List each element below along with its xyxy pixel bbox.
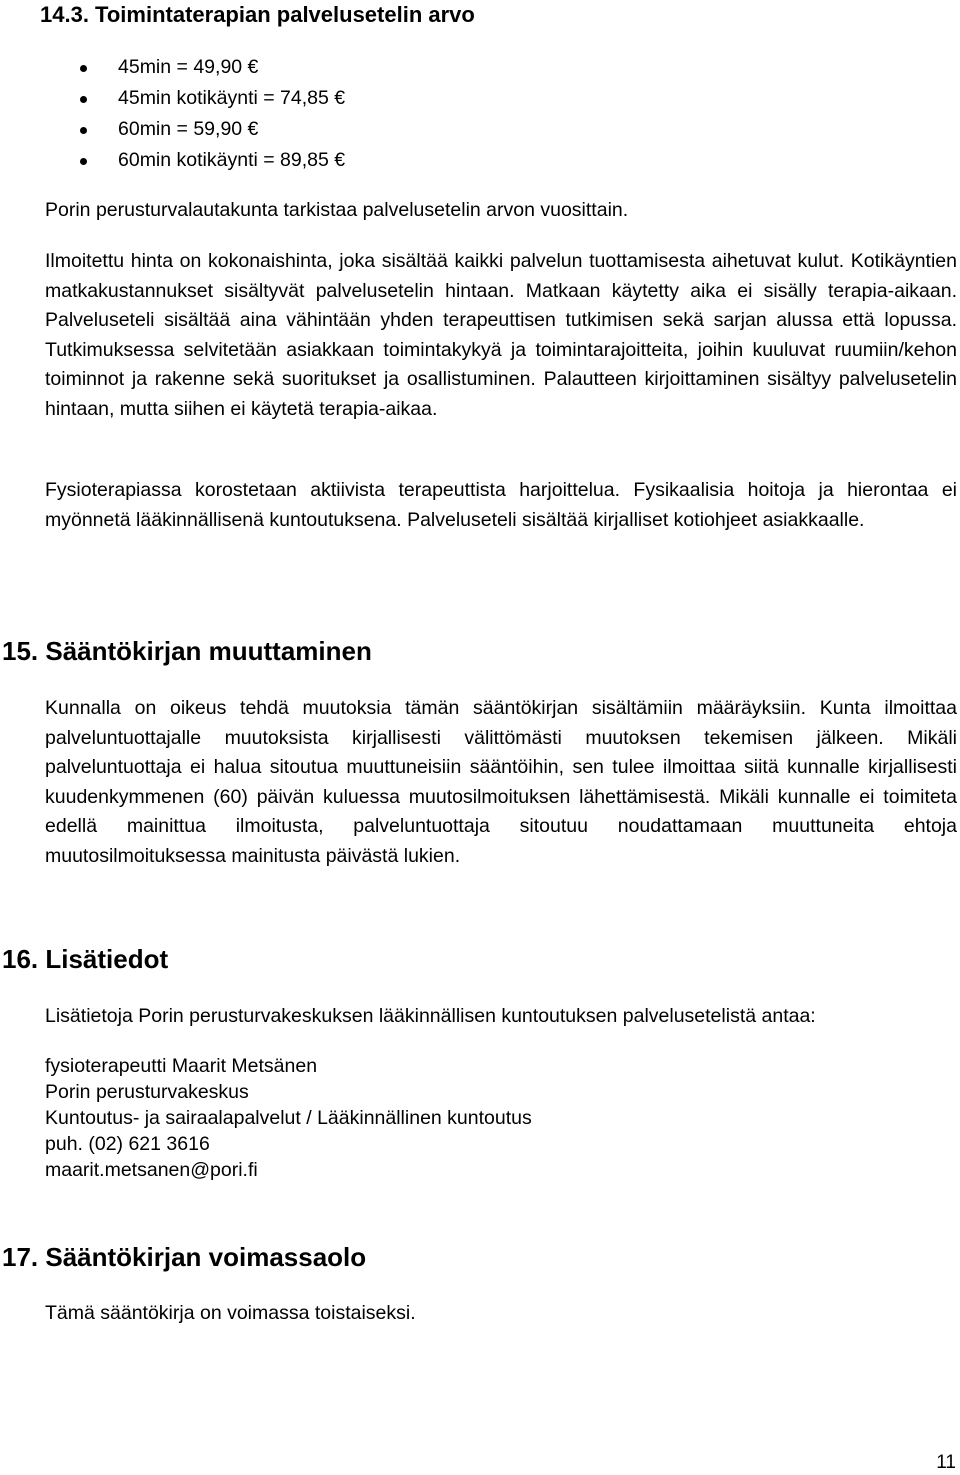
price-list [80, 52, 345, 176]
contact-block [45, 1053, 532, 1183]
paragraph-physiotherapy: Fysioterapiassa korostetaan aktiivista terapeuttista harjoittelua. Fysikaalisia hoitoja ja hierontaa ei myönnetä lääkinnällisenä kuntoutuksena. Palveluseteli sisältää kirjalliset kotiohjeet asiakkaalle. [45, 479, 957, 531]
list-item: 60min = 59,90 € [80, 114, 345, 145]
contact-organization: Porin perusturvakeskus [45, 1081, 249, 1103]
contact-name: fysioterapeutti Maarit Metsänen [45, 1055, 318, 1077]
section-14-3-title: 14.3. Toimintaterapian palvelusetelin arvo [40, 2, 475, 27]
bullet-icon [80, 96, 87, 103]
paragraph-pricing-details: Ilmoitettu hinta on kokonaishinta, joka sisältää kaikki palvelun tuottamisesta aihetuvat kulut. Kotikäyntien matkakustannukset sisältyvät palvelusetelin hintaan. Matkaan käytetty aika ei sisälly terapia-aikaan. Palveluseteli sisältää aina vähintään yhden terapeuttisen tutkimisen sekä sarjan alussa että lopussa. Tutkimuksessa selvitetään asiakkaan toimintakykyä ja toimintarajoitteita, joihin kuuluvat ruumiin/kehon toiminnot ja rakenne sekä suoritukset ja osallistuminen. Palautteen kirjoittaminen sisältyy palvelusetelin hintaan, mutta siihen ei käytetä terapia-aikaa. [45, 250, 957, 420]
list-item: 60min kotikäynti = 89,85 € [80, 145, 345, 176]
section-16-intro: Lisätietoja Porin perusturvakeskuksen lääkinnällisen kuntoutuksen palvelusetelistä antaa: [45, 1005, 816, 1027]
section-15-body: Kunnalla on oikeus tehdä muutoksia tämän sääntökirjan sisältämiin määräyksiin. Kunta ilmoittaa palveluntuottajalle muutoksista kirjallisesti välittömästi muutoksen tekemisen jälkeen. Mikäli palveluntuottaja ei halua sitoutua muuttuneisiin sääntöihin, sen tulee ilmoittaa siitä kunnalle kirjallisesti kuudenkymmenen (60) päivän kuluessa muutosilmoituksen lähettämisestä. Mikäli kunnalle ei toimiteta edellä mainittua ilmoitusta, palveluntuottaja sitoutuu noudattamaan muuttuneita ehtoja muutosilmoituksessa mainitusta päivästä lukien. [45, 697, 957, 867]
section-17-body: Tämä sääntökirja on voimassa toistaiseksi. [45, 1302, 416, 1324]
contact-phone: puh. (02) 621 3616 [45, 1133, 210, 1155]
bullet-icon [80, 65, 87, 72]
section-16-title: 16. Lisätiedot [2, 944, 169, 974]
contact-email: maarit.metsanen@pori.fi [45, 1159, 258, 1181]
contact-unit: Kuntoutus- ja sairaalapalvelut / Lääkinnällinen kuntoutus [45, 1107, 532, 1129]
list-item: 45min = 49,90 € [80, 52, 345, 83]
review-note: Porin perusturvalautakunta tarkistaa palvelusetelin arvon vuosittain. [45, 199, 629, 221]
bullet-icon [80, 127, 87, 134]
section-15-title: 15. Sääntökirjan muuttaminen [2, 636, 372, 666]
bullet-icon [80, 158, 87, 165]
section-17-title: 17. Sääntökirjan voimassaolo [2, 1242, 367, 1272]
list-item: 45min kotikäynti = 74,85 € [80, 83, 345, 114]
page-number: 11 [936, 1452, 956, 1473]
